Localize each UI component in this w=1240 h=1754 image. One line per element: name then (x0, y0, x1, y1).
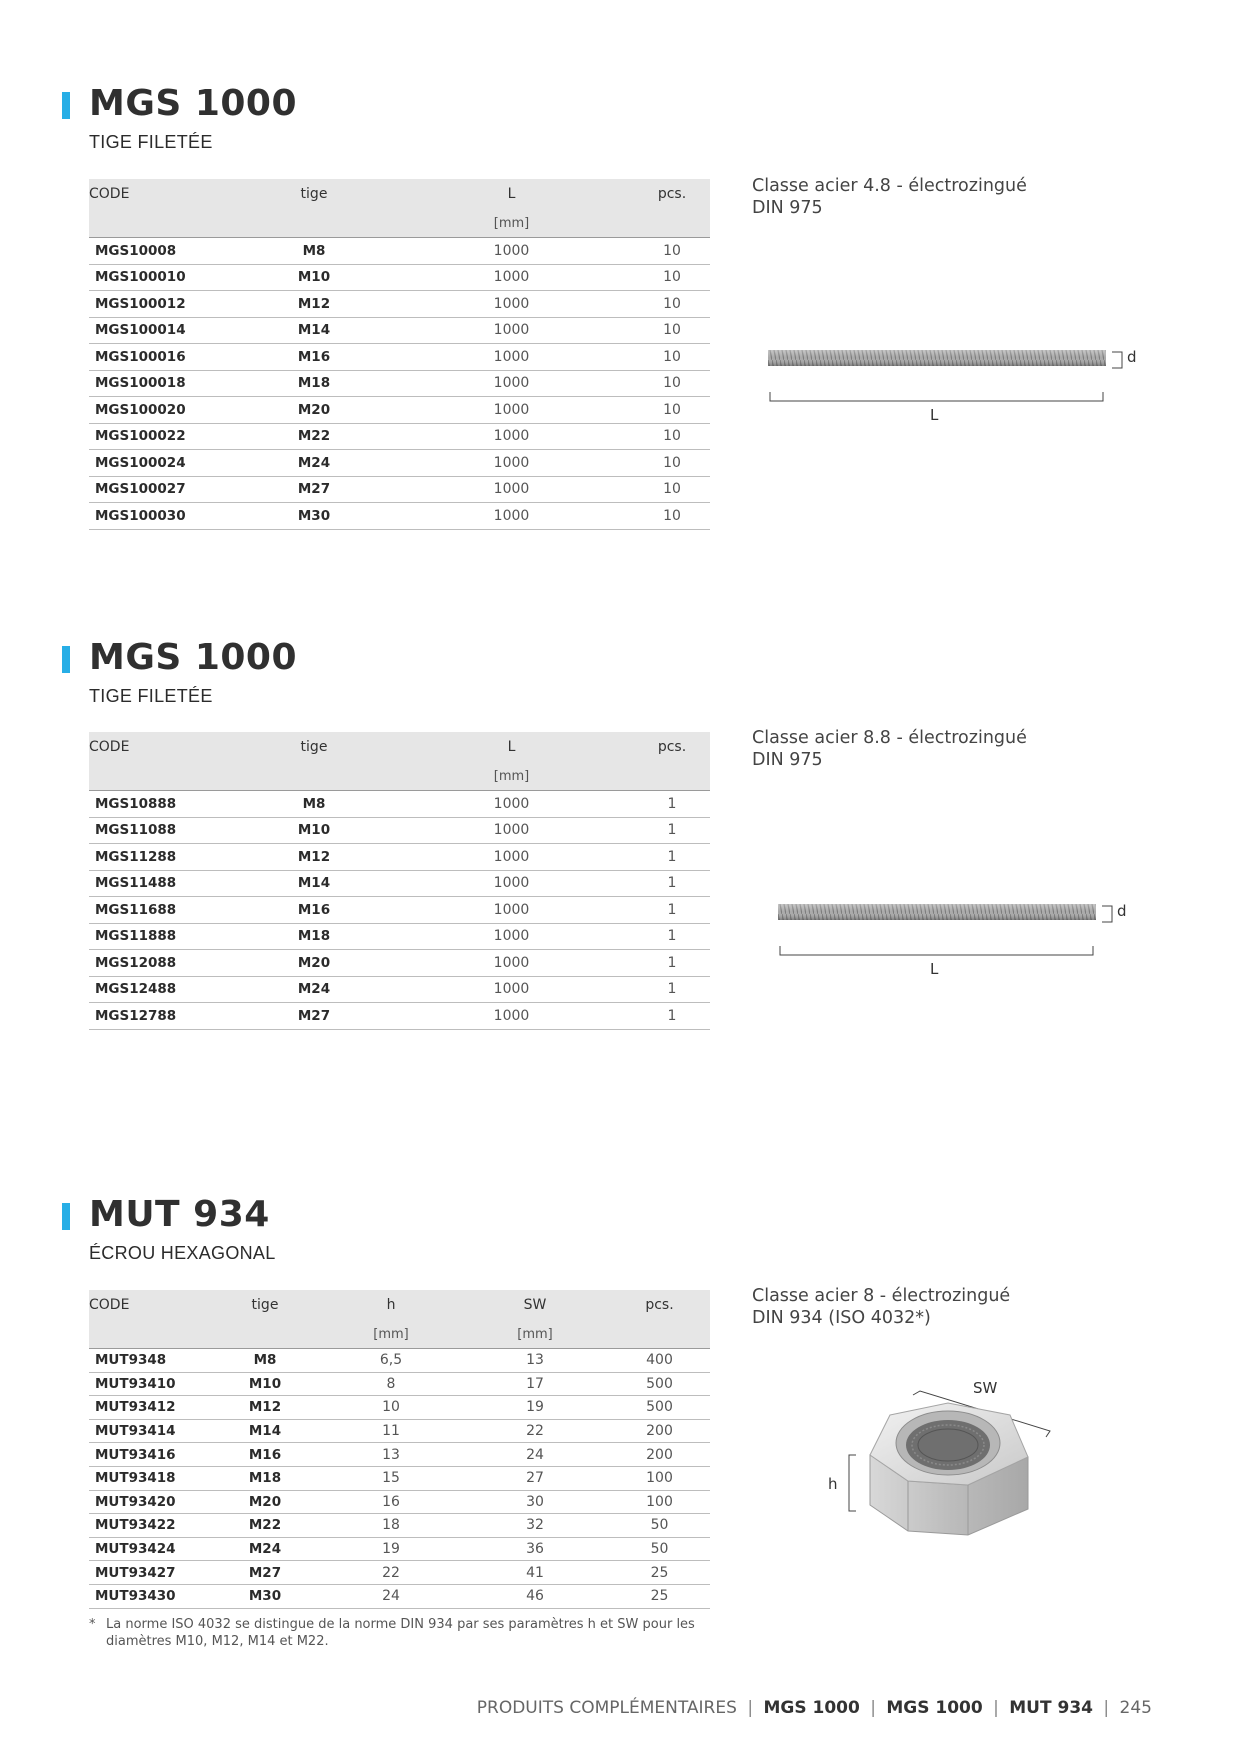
cell-value: 1000 (389, 264, 634, 291)
cell-tige: M27 (239, 1003, 389, 1030)
cell-value: 17 (461, 1372, 609, 1396)
table-body (89, 791, 710, 1030)
cell-value: 36 (461, 1537, 609, 1561)
table-row (89, 791, 710, 818)
cell-code: MGS100010 (89, 264, 239, 291)
cell-value: 1 (634, 976, 710, 1003)
accent-bar (62, 1203, 70, 1230)
section-title: MGS 1000 (89, 83, 298, 124)
cell-value: 25 (609, 1561, 710, 1585)
steel-class: Classe acier 8.8 - électrozingué (752, 728, 1027, 748)
cell-tige: M10 (209, 1372, 321, 1396)
table-row (89, 264, 710, 291)
steel-class: Classe acier 8 - électrozingué (752, 1286, 1011, 1306)
cell-value: 10 (321, 1396, 461, 1420)
cell-code: MGS100022 (89, 423, 239, 450)
col-header-pcs: pcs. (634, 179, 710, 209)
cell-value: 1000 (389, 344, 634, 371)
cell-value: 1000 (389, 238, 634, 265)
col-header-l: L (389, 179, 634, 209)
threaded-rod-figure (760, 340, 1150, 430)
col-unit (609, 1320, 710, 1349)
table-row (89, 870, 710, 897)
cell-value: 10 (634, 423, 710, 450)
cell-code: MGS100016 (89, 344, 239, 371)
cell-value: 500 (609, 1396, 710, 1420)
col-header-pcs: pcs. (634, 732, 710, 762)
col-unit-l: [mm] (389, 209, 634, 238)
table-row (89, 923, 710, 950)
col-header-sw: SW (461, 1290, 609, 1320)
table-body (89, 1349, 710, 1609)
spec-table-mgs1000-48 (89, 179, 710, 530)
table-row (89, 1466, 710, 1490)
cell-code: MGS100024 (89, 450, 239, 477)
cell-value: 500 (609, 1372, 710, 1396)
cell-tige: M8 (209, 1349, 321, 1373)
hex-nut-figure (818, 1375, 1068, 1565)
cell-tige: M16 (239, 897, 389, 924)
norm: DIN 975 (752, 750, 823, 770)
cell-value: 32 (461, 1514, 609, 1538)
cell-value: 8 (321, 1372, 461, 1396)
col-header-code: CODE (89, 179, 239, 209)
cell-tige: M16 (209, 1443, 321, 1467)
cell-value: 22 (321, 1561, 461, 1585)
cell-code: MUT93424 (89, 1537, 209, 1561)
table-row (89, 450, 710, 477)
cell-code: MGS100018 (89, 370, 239, 397)
cell-tige: M8 (239, 238, 389, 265)
cell-value: 100 (609, 1490, 710, 1514)
footer-item: MGS 1000 (886, 1698, 983, 1718)
table-row (89, 1561, 710, 1585)
footer-separator: | (870, 1698, 876, 1718)
cell-tige: M22 (209, 1514, 321, 1538)
cell-tige: M14 (209, 1419, 321, 1443)
cell-tige: M12 (209, 1396, 321, 1420)
product-description (752, 727, 1027, 771)
cell-value: 10 (634, 397, 710, 424)
cell-code: MGS100030 (89, 503, 239, 530)
page-number: 245 (1119, 1698, 1152, 1718)
cell-code: MUT93430 (89, 1584, 209, 1608)
cell-value: 1000 (389, 397, 634, 424)
spec-table-mut934 (89, 1290, 710, 1609)
cell-code: MUT93422 (89, 1514, 209, 1538)
l-dimension-line (770, 392, 1103, 401)
cell-code: MUT93418 (89, 1466, 209, 1490)
cell-code: MUT93412 (89, 1396, 209, 1420)
cell-code: MUT93427 (89, 1561, 209, 1585)
table-row (89, 344, 710, 371)
cell-code: MUT93410 (89, 1372, 209, 1396)
cell-value: 41 (461, 1561, 609, 1585)
cell-value: 1 (634, 897, 710, 924)
cell-tige: M22 (239, 423, 389, 450)
cell-value: 200 (609, 1443, 710, 1467)
cell-value: 10 (634, 476, 710, 503)
col-header-tige: tige (209, 1290, 321, 1320)
norm: DIN 975 (752, 198, 823, 218)
cell-code: MGS100014 (89, 317, 239, 344)
table-row (89, 976, 710, 1003)
cell-tige: M20 (239, 397, 389, 424)
table-row (89, 1443, 710, 1467)
cell-value: 22 (461, 1419, 609, 1443)
table-row (89, 817, 710, 844)
cell-value: 13 (461, 1349, 609, 1373)
cell-tige: M18 (239, 370, 389, 397)
footer-item: MGS 1000 (763, 1698, 860, 1718)
cell-tige: M18 (239, 923, 389, 950)
cell-code: MUT9348 (89, 1349, 209, 1373)
cell-value: 1000 (389, 976, 634, 1003)
col-header-code: CODE (89, 732, 239, 762)
cell-code: MGS11888 (89, 923, 239, 950)
spec-table-mgs1000-88 (89, 732, 710, 1030)
table-row (89, 370, 710, 397)
cell-value: 1000 (389, 817, 634, 844)
cell-value: 10 (634, 317, 710, 344)
table-row (89, 503, 710, 530)
table-row (89, 1490, 710, 1514)
table-row (89, 317, 710, 344)
cell-value: 30 (461, 1490, 609, 1514)
cell-value: 200 (609, 1419, 710, 1443)
table-row (89, 423, 710, 450)
accent-bar (62, 92, 70, 119)
page-footer (477, 1698, 1152, 1718)
norm: DIN 934 (ISO 4032*) (752, 1308, 931, 1328)
footer-separator: | (993, 1698, 999, 1718)
col-unit (239, 209, 389, 238)
cell-value: 1000 (389, 317, 634, 344)
cell-value: 1 (634, 1003, 710, 1030)
cell-code: MUT93420 (89, 1490, 209, 1514)
table-body (89, 238, 710, 530)
cell-code: MGS10888 (89, 791, 239, 818)
cell-code: MUT93414 (89, 1419, 209, 1443)
col-unit-h: [mm] (321, 1320, 461, 1349)
cell-tige: M14 (239, 317, 389, 344)
col-header-tige: tige (239, 179, 389, 209)
d-label: d (1127, 348, 1137, 366)
l-label: L (930, 406, 939, 424)
cell-value: 25 (609, 1584, 710, 1608)
cell-value: 1000 (389, 1003, 634, 1030)
cell-value: 1000 (389, 844, 634, 871)
l-dimension-line (780, 946, 1093, 955)
product-description (752, 175, 1027, 219)
cell-value: 1 (634, 950, 710, 977)
cell-tige: M10 (239, 264, 389, 291)
cell-tige: M20 (209, 1490, 321, 1514)
col-unit (89, 762, 239, 791)
table-row (89, 476, 710, 503)
cell-tige: M24 (239, 450, 389, 477)
table-row (89, 1584, 710, 1608)
table-row (89, 1349, 710, 1373)
col-unit (89, 1320, 209, 1349)
table-row (89, 1003, 710, 1030)
cell-tige: M27 (209, 1561, 321, 1585)
cell-value: 50 (609, 1514, 710, 1538)
col-header-code: CODE (89, 1290, 209, 1320)
col-unit-sw: [mm] (461, 1320, 609, 1349)
cell-value: 19 (461, 1396, 609, 1420)
cell-value: 19 (321, 1537, 461, 1561)
cell-tige: M12 (239, 291, 389, 318)
cell-tige: M27 (239, 476, 389, 503)
cell-value: 1000 (389, 291, 634, 318)
product-description (752, 1285, 1010, 1329)
cell-code: MGS100027 (89, 476, 239, 503)
col-unit (634, 762, 710, 791)
section-title: MGS 1000 (89, 637, 298, 678)
accent-bar (62, 646, 70, 673)
footnote-text: La norme ISO 4032 se distingue de la norme DIN 934 par ses paramètres h et SW pour les diamètres M10, M12, M14 et M22. (106, 1617, 695, 1649)
cell-value: 50 (609, 1537, 710, 1561)
cell-tige: M18 (209, 1466, 321, 1490)
cell-tige: M10 (239, 817, 389, 844)
section-title: MUT 934 (89, 1194, 270, 1235)
cell-tige: M12 (239, 844, 389, 871)
col-unit (239, 762, 389, 791)
cell-tige: M30 (209, 1584, 321, 1608)
sw-label: SW (973, 1379, 998, 1397)
cell-value: 1 (634, 923, 710, 950)
cell-value: 100 (609, 1466, 710, 1490)
section-subtitle: TIGE FILETÉE (89, 686, 213, 706)
cell-value: 1000 (389, 897, 634, 924)
cell-value: 11 (321, 1419, 461, 1443)
cell-value: 6,5 (321, 1349, 461, 1373)
footer-category: PRODUITS COMPLÉMENTAIRES (476, 1698, 737, 1718)
cell-value: 13 (321, 1443, 461, 1467)
cell-value: 24 (321, 1584, 461, 1608)
table-row (89, 1537, 710, 1561)
cell-code: MGS11688 (89, 897, 239, 924)
cell-value: 10 (634, 238, 710, 265)
cell-value: 10 (634, 370, 710, 397)
cell-code: MGS11288 (89, 844, 239, 871)
col-unit-l: [mm] (389, 762, 634, 791)
table-row (89, 1514, 710, 1538)
cell-code: MGS12788 (89, 1003, 239, 1030)
cell-value: 1000 (389, 503, 634, 530)
threaded-rod-figure (770, 894, 1150, 984)
cell-code: MGS100020 (89, 397, 239, 424)
h-label: h (828, 1475, 838, 1493)
table-row (89, 1396, 710, 1420)
cell-value: 10 (634, 503, 710, 530)
section-subtitle: ÉCROU HEXAGONAL (89, 1243, 276, 1263)
footer-separator: | (1103, 1698, 1110, 1718)
table-row (89, 897, 710, 924)
cell-tige: M20 (239, 950, 389, 977)
footnote-marker: * (89, 1617, 96, 1632)
col-unit (634, 209, 710, 238)
cell-value: 1000 (389, 476, 634, 503)
cell-value: 10 (634, 264, 710, 291)
table-row (89, 1372, 710, 1396)
cell-value: 1 (634, 791, 710, 818)
cell-code: MGS11488 (89, 870, 239, 897)
cell-value: 1000 (389, 791, 634, 818)
footer-item: MUT 934 (1009, 1698, 1093, 1718)
d-bracket (1102, 906, 1112, 922)
l-label: L (930, 960, 939, 978)
cell-tige: M8 (239, 791, 389, 818)
cell-code: MGS12088 (89, 950, 239, 977)
cell-value: 1000 (389, 423, 634, 450)
cell-value: 1000 (389, 950, 634, 977)
cell-code: MGS100012 (89, 291, 239, 318)
cell-value: 1000 (389, 923, 634, 950)
cell-value: 10 (634, 450, 710, 477)
cell-tige: M30 (239, 503, 389, 530)
cell-value: 18 (321, 1514, 461, 1538)
section-subtitle: TIGE FILETÉE (89, 132, 213, 152)
cell-value: 1 (634, 870, 710, 897)
cell-value: 46 (461, 1584, 609, 1608)
cell-code: MGS10008 (89, 238, 239, 265)
cell-value: 24 (461, 1443, 609, 1467)
table-row (89, 291, 710, 318)
col-header-tige: tige (239, 732, 389, 762)
d-bracket (1112, 352, 1122, 368)
cell-value: 10 (634, 291, 710, 318)
d-label: d (1117, 902, 1127, 920)
cell-code: MUT93416 (89, 1443, 209, 1467)
cell-code: MGS11088 (89, 817, 239, 844)
cell-value: 1000 (389, 450, 634, 477)
cell-value: 1 (634, 817, 710, 844)
col-header-pcs: pcs. (609, 1290, 710, 1320)
cell-tige: M16 (239, 344, 389, 371)
col-unit (209, 1320, 321, 1349)
cell-value: 10 (634, 344, 710, 371)
cell-tige: M24 (239, 976, 389, 1003)
nut-bore (906, 1420, 990, 1470)
cell-value: 15 (321, 1466, 461, 1490)
cell-code: MGS12488 (89, 976, 239, 1003)
col-unit (89, 209, 239, 238)
cell-value: 1000 (389, 370, 634, 397)
cell-value: 400 (609, 1349, 710, 1373)
table-row (89, 844, 710, 871)
cell-value: 1000 (389, 870, 634, 897)
cell-value: 27 (461, 1466, 609, 1490)
cell-tige: M14 (239, 870, 389, 897)
col-header-h: h (321, 1290, 461, 1320)
cell-tige: M24 (209, 1537, 321, 1561)
steel-class: Classe acier 4.8 - électrozingué (752, 176, 1027, 196)
table-row (89, 950, 710, 977)
col-header-l: L (389, 732, 634, 762)
table-row (89, 1419, 710, 1443)
cell-value: 16 (321, 1490, 461, 1514)
cell-value: 1 (634, 844, 710, 871)
table-row (89, 397, 710, 424)
footer-separator: | (747, 1698, 754, 1718)
h-bracket (849, 1455, 856, 1511)
table-row (89, 238, 710, 265)
